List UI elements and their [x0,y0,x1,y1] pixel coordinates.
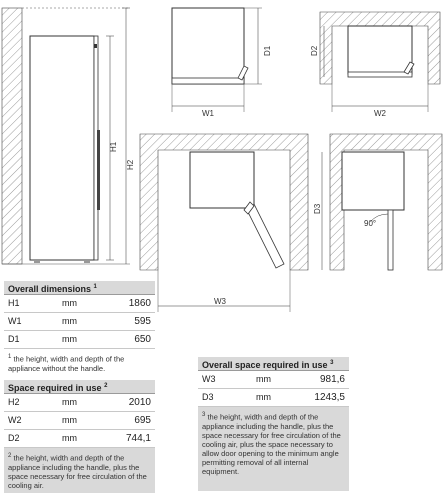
top-view-appliance [172,8,262,112]
overall-dimensions-table [4,281,155,373]
table-row: H1 mm 1860 [4,295,155,313]
d1-label: D1 [263,45,272,56]
space-in-use-table [4,380,155,493]
table-row: W3 mm 981,6 [198,371,349,389]
top-view-niche [320,12,440,112]
w2-label: W2 [374,109,386,118]
footnote: $^3$ the height, width and depth of the appliance including the handle, plus the space necessary for free circulation of the cooling air, plus the space necessary to allow door opening to the minimum angle permitting removal of all internal equipment. [198,407,349,491]
table-header: Overall dimensions $^1$ [4,281,155,295]
h2-label: H2 [126,159,135,170]
angle-label: 90° [364,219,377,228]
table-row: D3 mm 1243,5 [198,389,349,407]
top-view-door-open [140,134,308,275]
footnote: $^1$ the height, width and depth of the appliance without the handle. [8,354,125,373]
table-header: Overall space required in use $^3$ [198,357,349,371]
table-row: D2 mm 744,1 [4,430,155,448]
table-header: Space required in use $^2$ [4,380,155,394]
overall-space-table [198,357,349,491]
w1-label: W1 [202,109,214,118]
table-row: W1 mm 595 [4,313,155,331]
table-row: H2 mm 2010 [4,394,155,412]
table-row: D1 mm 650 [4,331,155,349]
w3-label: W3 [214,297,226,306]
d2-label: D2 [310,45,319,56]
top-view-door-90 [322,134,442,270]
front-view [2,8,130,264]
footnote: $^2$ the height, width and depth of the appliance including the handle, plus the space necessary for free circulation of the cooling air. [4,448,155,493]
table-row: W2 mm 695 [4,412,155,430]
d3-label: D3 [313,203,322,214]
h1-label: H1 [109,141,118,152]
